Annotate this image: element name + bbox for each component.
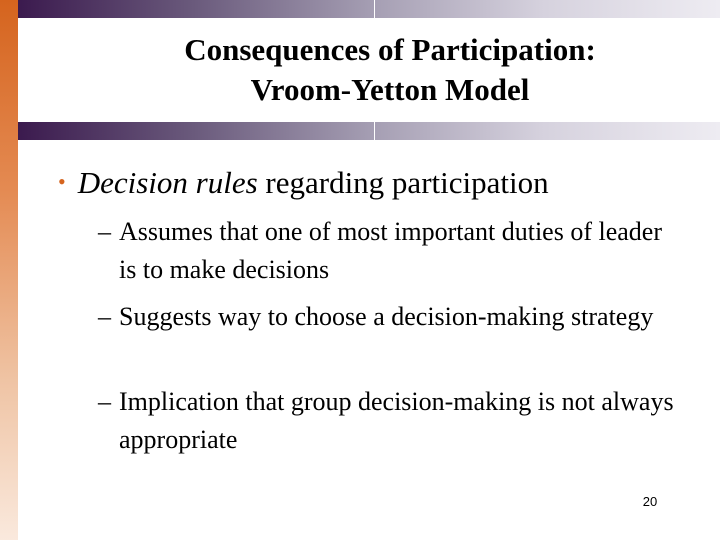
top-decorative-bar [18,0,720,18]
title-underline-bar [18,122,720,140]
slide-title [120,30,660,110]
sub-bullet [98,383,678,459]
main-bullet [58,162,698,203]
top-bar-divider [374,0,375,18]
sub-bullet [98,298,678,336]
mid-bar-divider [374,122,375,140]
bullet-dot-icon: • [58,169,66,194]
sub-bullet [98,213,678,289]
sub-bullet-text: Implication that group decision-making is not always appropriate [119,387,674,454]
main-bullet-emphasis: Decision rules [77,165,258,200]
main-bullet-text: regarding participation [257,165,549,200]
left-accent-strip [0,0,18,540]
sub-bullet-text: Assumes that one of most important duties of leader is to make decisions [119,217,663,284]
dash-marker: – [98,387,111,416]
page-number: 20 [642,494,658,509]
slide-title-line-2: Vroom-Yetton Model [250,72,530,107]
dash-marker: – [98,217,111,246]
sub-bullet-text: Suggests way to choose a decision-making strategy [119,302,654,331]
slide-title-line-1: Consequences of Participation: [184,32,596,67]
dash-marker: – [98,302,111,331]
